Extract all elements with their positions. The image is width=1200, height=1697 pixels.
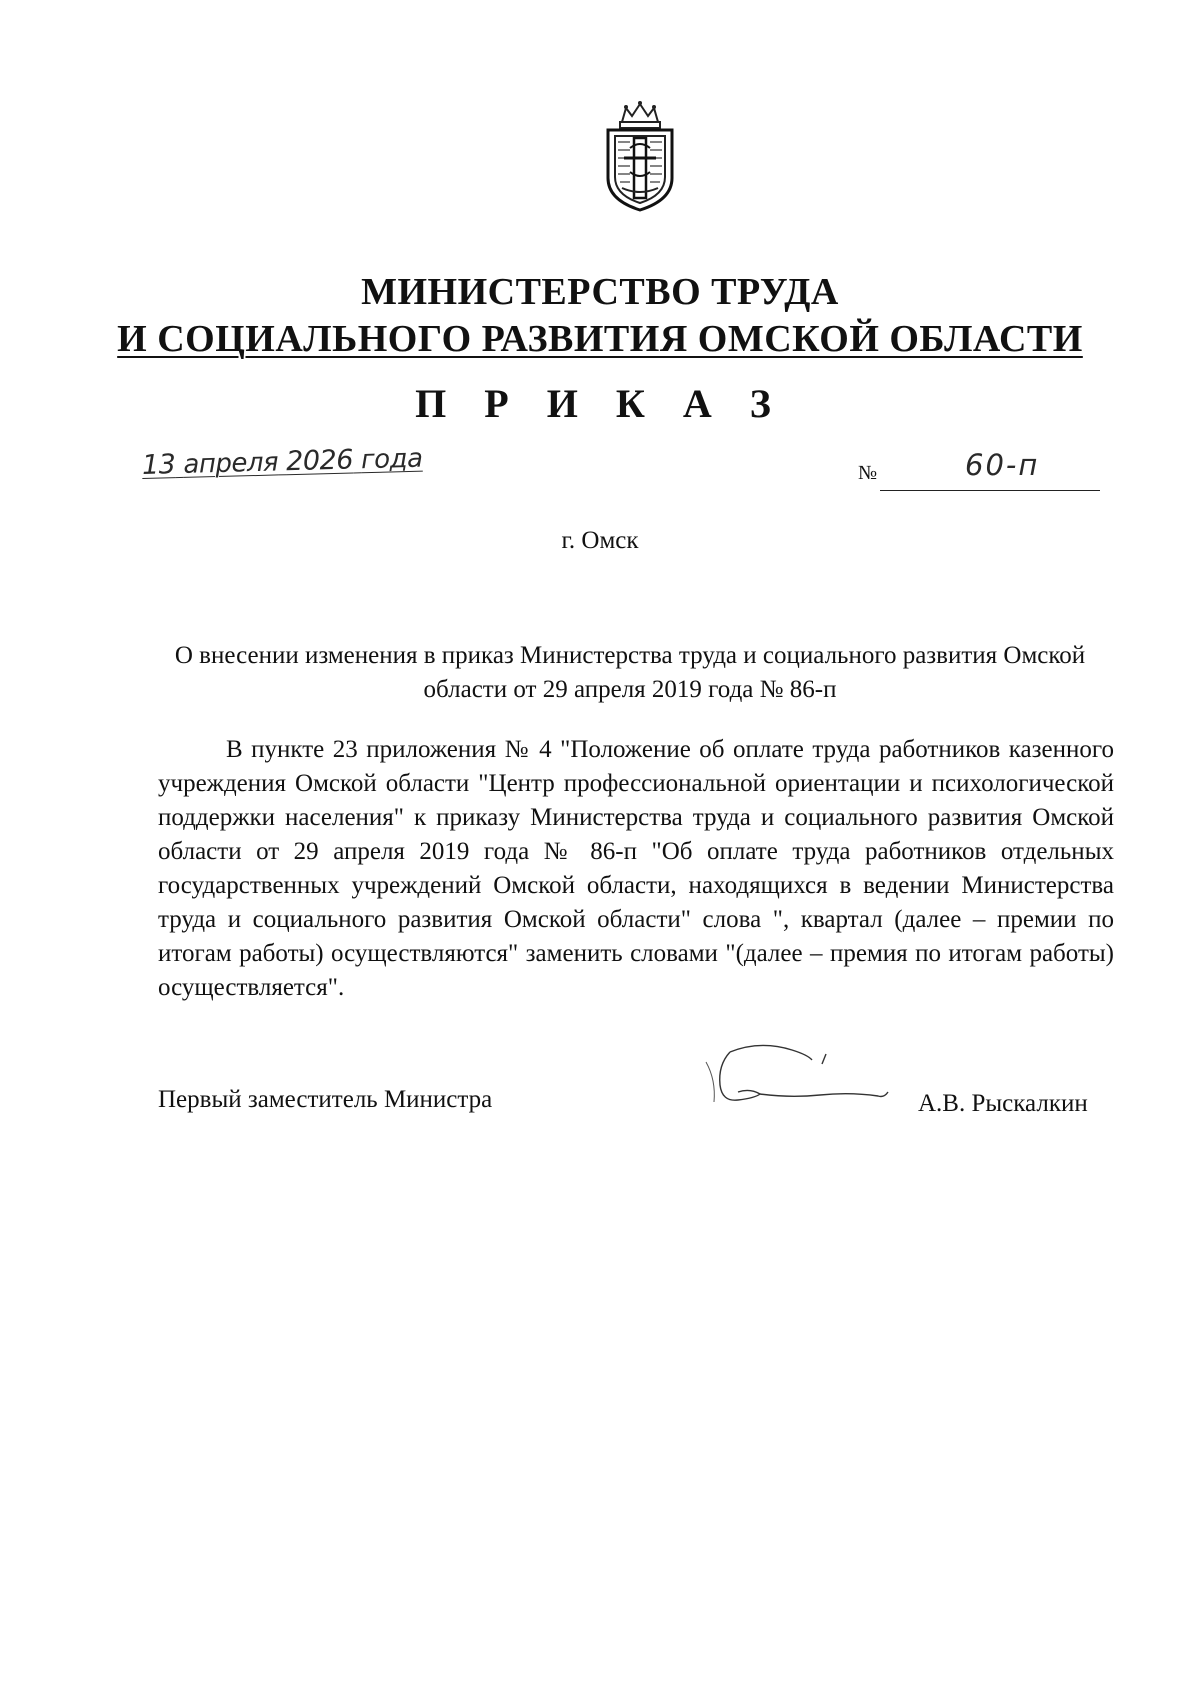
ministry-name-line1: МИНИСТЕРСТВО ТРУДА xyxy=(361,271,839,313)
order-date-handwritten xyxy=(142,443,423,481)
order-number-handwritten: 60-п xyxy=(965,448,1040,482)
date-day: 13 xyxy=(141,449,176,481)
ministry-name-line2 xyxy=(0,317,1200,361)
order-number-underline xyxy=(880,490,1100,491)
handwritten-signature-icon xyxy=(700,1040,910,1130)
ministry-name-line2-text: И СОЦИАЛЬНОГО РАЗВИТИЯ ОМСКОЙ ОБЛАСТИ xyxy=(117,318,1083,360)
document-type-title: П Р И К А З xyxy=(415,381,785,426)
order-subject: О внесении изменения в приказ Министерства труда и социального развития Омской области от 29 апреля 2019 года № 86-п xyxy=(174,642,1086,703)
date-word: года xyxy=(360,443,423,476)
date-year: 2026 xyxy=(285,444,354,478)
date-month: апреля xyxy=(183,447,279,480)
omsk-coat-of-arms-icon xyxy=(600,100,680,212)
signer-position: Первый заместитель Министра xyxy=(158,1086,493,1113)
signer-name: А.В. Рыскалкин xyxy=(918,1090,1088,1117)
city-line: г. Омск xyxy=(561,527,639,554)
order-body-paragraph: В пункте 23 приложения № 4 "Положение об оплате труда работников казенного учреждения Омской области "Центр профессиональной ориентации и психологической поддержки населения" к приказу Министерства труда и социального развития Омской области от 29 апреля 2019 года № 86-п "Об оплате труда работников отдельных государственных учреждений Омской области, находящихся в ведении Министерства труда и социального развития Омской области" слова ", квартал (далее – премии по итогам работы) осуществляются" заменить словами "(далее – премия по итогам работы) осуществляется". xyxy=(158,736,1114,1001)
order-number-label: № xyxy=(858,462,878,484)
